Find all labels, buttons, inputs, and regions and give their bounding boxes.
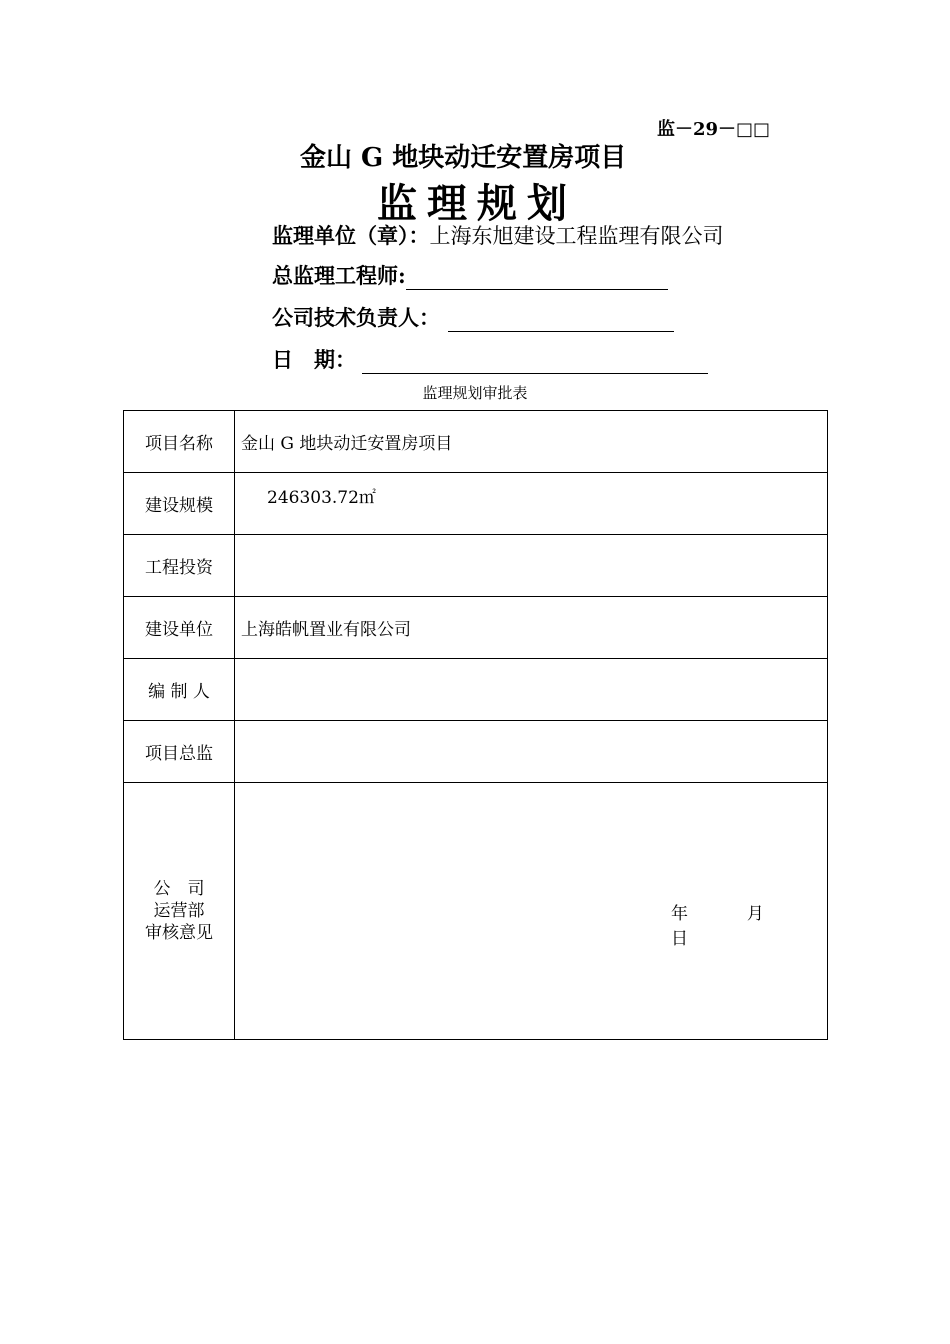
table-row — [124, 473, 828, 535]
table-row — [124, 535, 828, 597]
supervision-unit-value: 上海东旭建设工程监理有限公司 — [429, 224, 724, 248]
chief-engineer-field — [272, 260, 668, 290]
table-row — [124, 659, 828, 721]
chief-engineer-signature-line[interactable] — [406, 267, 668, 290]
row-value-project-name[interactable]: 金山 G 地块动迁安置房项目 — [235, 411, 828, 473]
tech-lead-label: 公司技术负责人： — [272, 305, 440, 330]
review-date — [671, 899, 827, 949]
review-date-day: 日 — [671, 929, 688, 949]
table-caption: 监理规划审批表 — [422, 384, 528, 402]
row-label-compiler: 编 制 人 — [124, 659, 235, 721]
row-value-construction-scale-cell[interactable] — [235, 473, 828, 535]
supervision-unit-field — [272, 220, 724, 250]
row-label-project-director: 项目总监 — [124, 721, 235, 783]
date-label: 日 期： — [272, 347, 356, 372]
review-label — [124, 783, 235, 1040]
supervision-unit-label: 监理单位（章）： — [272, 223, 430, 248]
row-value-construction-scale: 246303.72㎡ — [267, 488, 376, 508]
document-code: 监－29－□□ — [657, 119, 771, 140]
tech-lead-signature-line[interactable] — [448, 309, 674, 332]
page-title: 监理规划 — [377, 180, 577, 227]
project-title: 金山 G 地块动迁安置房项目 — [300, 143, 627, 173]
row-value-construction-unit[interactable]: 上海皓帆置业有限公司 — [235, 597, 828, 659]
table-row — [124, 597, 828, 659]
review-date-month: 月 — [746, 904, 764, 924]
table-row — [124, 721, 828, 783]
date-field — [272, 344, 708, 374]
review-label-line3: 审核意见 — [145, 923, 213, 943]
row-label-project-name: 项目名称 — [124, 411, 235, 473]
table-row — [124, 411, 828, 473]
row-label-construction-scale: 建设规模 — [124, 473, 235, 535]
row-value-compiler[interactable] — [235, 659, 828, 721]
row-value-investment[interactable] — [235, 535, 828, 597]
review-opinion-cell[interactable] — [235, 783, 828, 1040]
review-date-year: 年 — [671, 904, 688, 924]
chief-engineer-label: 总监理工程师: — [272, 263, 406, 288]
row-label-construction-unit: 建设单位 — [124, 597, 235, 659]
tech-lead-field — [272, 302, 674, 332]
date-line[interactable] — [362, 351, 708, 374]
row-value-project-director[interactable] — [235, 721, 828, 783]
approval-table — [123, 410, 828, 1040]
review-label-line1: 公 司 — [153, 879, 205, 899]
row-label-investment: 工程投资 — [124, 535, 235, 597]
review-label-line2: 运营部 — [153, 901, 205, 921]
table-row-review — [124, 783, 828, 1040]
